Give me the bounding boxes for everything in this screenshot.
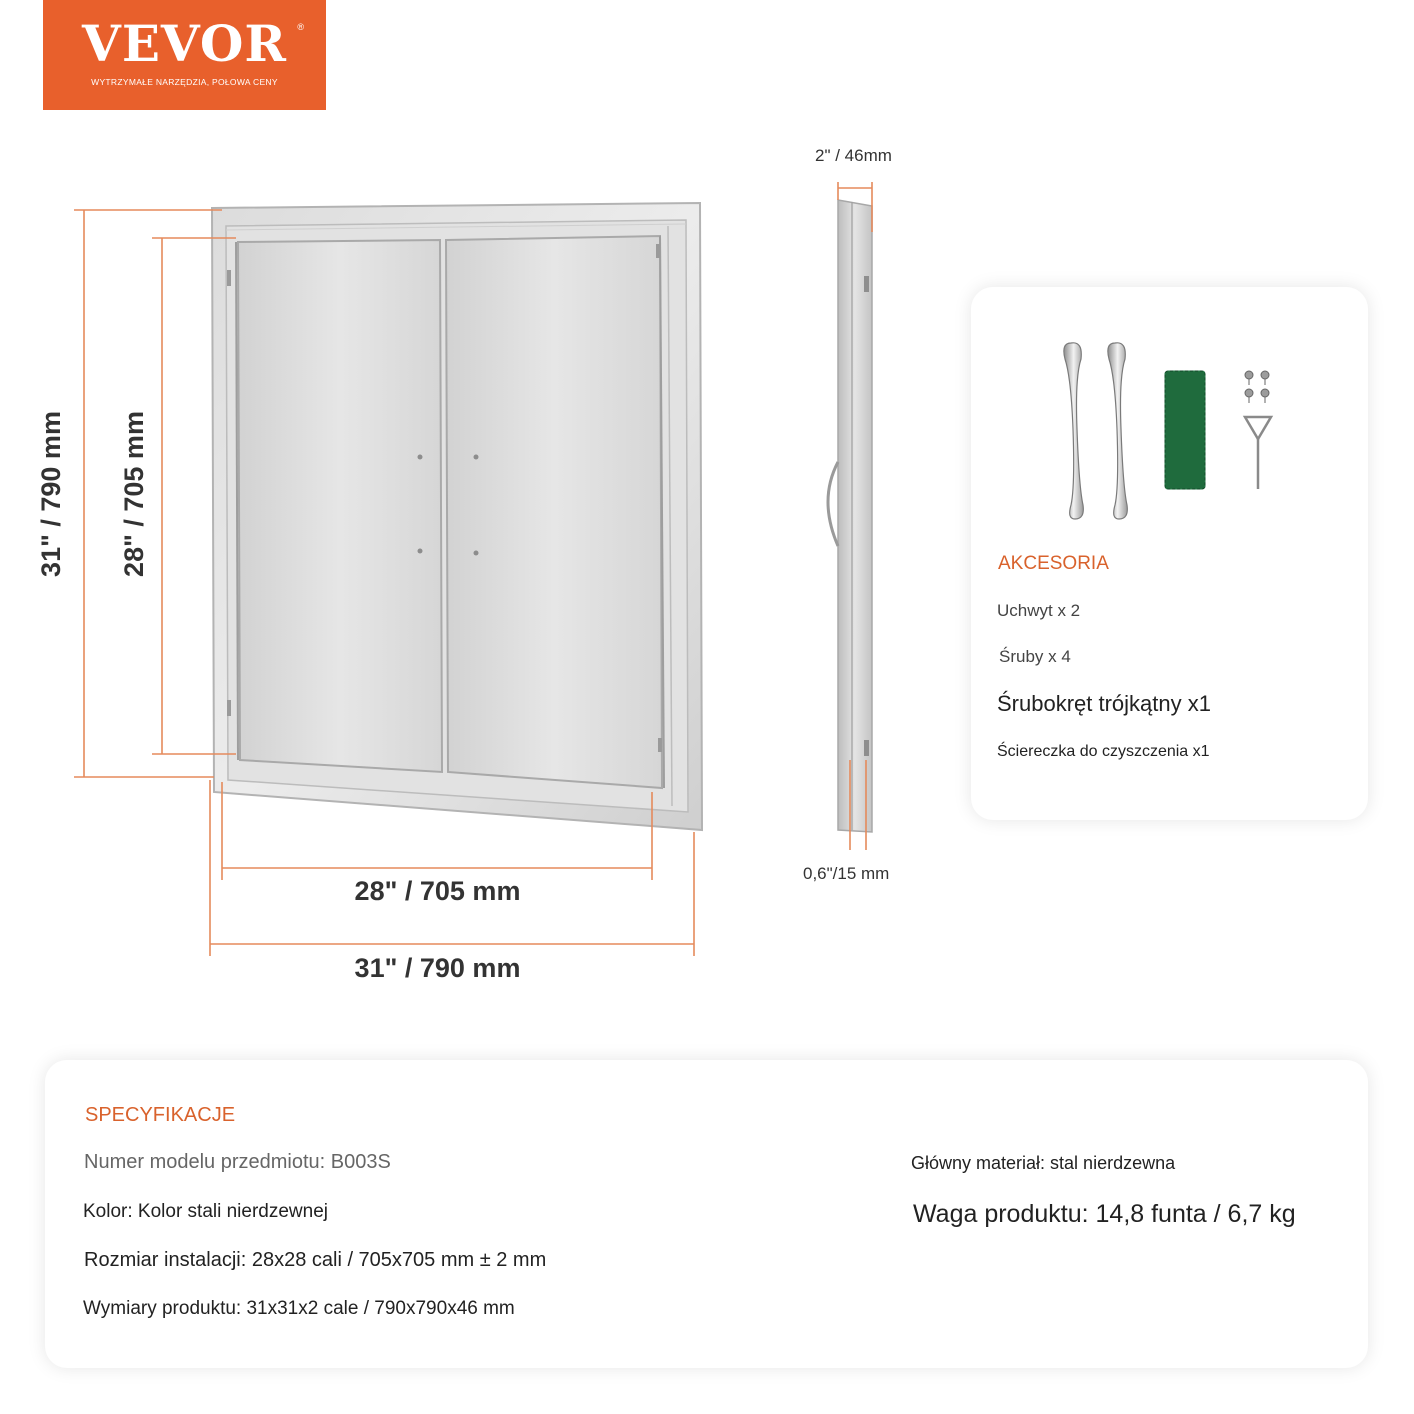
- spec-model-number: Numer modelu przedmiotu: B003S: [84, 1151, 391, 1173]
- accessory-item: Śrubokręt trójkątny x1: [997, 691, 1211, 716]
- accessory-item: Śruby x 4: [999, 647, 1071, 666]
- outer-width-label: 31" / 790 mm: [354, 953, 521, 983]
- spec-install-size: Rozmiar instalacji: 28x28 cali / 705x705 mm ± 2 mm: [84, 1249, 547, 1271]
- cleaning-pad-icon: [1165, 371, 1205, 489]
- left-door-panel: [236, 240, 442, 772]
- accessories-title: AKCESORIA: [998, 553, 1109, 574]
- spec-color: Kolor: Kolor stali nierdzewnej: [83, 1201, 329, 1222]
- specifications-title: SPECYFIKACJE: [85, 1104, 236, 1126]
- spec-product-weight: Waga produktu: 14,8 funta / 6,7 kg: [913, 1200, 1296, 1228]
- accessory-item: Ściereczka do czyszczenia x1: [997, 743, 1210, 760]
- accessories-card: [971, 287, 1368, 820]
- screws-icon: [1245, 371, 1269, 403]
- inner-width-label: 28" / 705 mm: [354, 876, 521, 906]
- brand-name: VEVOR: [82, 14, 287, 73]
- specifications-card: [45, 1060, 1368, 1368]
- depth-label: 2" / 46mm: [815, 146, 892, 165]
- right-door-panel: [446, 236, 664, 788]
- registered-mark: ®: [297, 22, 304, 32]
- triangle-screwdriver-icon: [1245, 417, 1271, 489]
- brand-tagline: WYTRZYMAŁE NARZĘDZIA, POŁOWA CENY: [91, 77, 278, 87]
- side-view: [828, 200, 872, 832]
- accessory-item: Uchwyt x 2: [997, 601, 1081, 620]
- frame-thickness-label: 0,6"/15 mm: [803, 864, 890, 883]
- spec-product-dimensions: Wymiary produktu: 31x31x2 cale / 790x790x46 mm: [83, 1298, 515, 1319]
- outer-height-label: 31" / 790 mm: [36, 411, 66, 577]
- spec-main-material: Główny materiał: stal nierdzewna: [911, 1153, 1176, 1173]
- accessories-illustration: [1031, 337, 1321, 527]
- handle-icon: [1064, 343, 1083, 519]
- handle-icon: [1108, 343, 1127, 519]
- inner-height-label: 28" / 705 mm: [119, 411, 149, 577]
